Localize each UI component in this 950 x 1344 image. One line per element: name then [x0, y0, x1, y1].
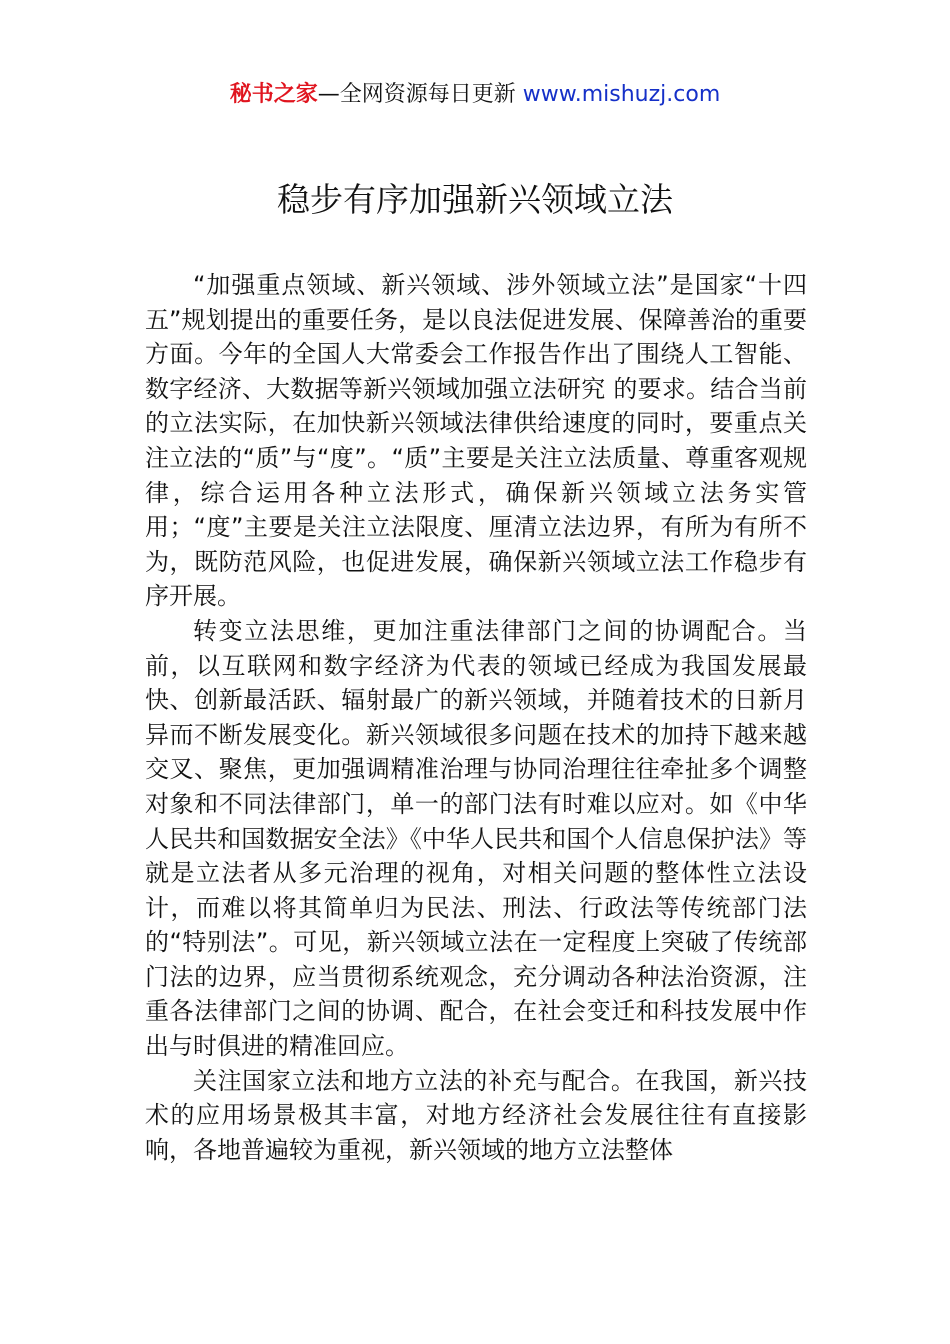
document-title: 稳步有序加强新兴领域立法	[277, 180, 673, 219]
site-brand: 秘书之家	[229, 82, 318, 107]
paragraph-2: 转变立法思维，更加注重法律部门之间的协调配合。当前，以互联网和数字经济为代表的领域已经成为我国发展最快、创新最活跃、辐射最广的新兴领域，并随着技术的日新月异而不断发展变化。新兴领域很多问题在技术的加持下越来越交叉、聚焦，更加强调精准治理与协同治理往往牵扯多个调整对象和不同法律部门，单一的部门法有时难以应对。如《中华人民共和国数据安全法》《中华人民共和国个人信息保护法》等就是立法者从多元治理的视角，对相关问题的整体性立法设计，而难以将其简单归为民法、刑法、行政法等传统部门法的“特别法”。可见，新兴领域立法在一定程度上突破了传统部门法的边界，应当贯彻系统观念，充分调动各种法治资源，注重各法律部门之间的协调、配合，在社会变迁和科技发展中作出与时俱进的精准回应。	[145, 616, 807, 1061]
site-url-link[interactable]: www.mishuzj.com	[522, 82, 721, 107]
site-tagline: —全网资源每日更新	[317, 82, 523, 107]
site-header	[0, 80, 950, 110]
paragraph-1: “加强重点领域、新兴领域、涉外领域立法”是国家“十四五”规划提出的重要任务，是以良法促进发展、保障善治的重要方面。今年的全国人大常委会工作报告作出了围绕人工智能、数字经济、大数据等新兴领域加强立法研究 的要求。结合当前的立法实际，在加快新兴领域法律供给速度的同时，要重点关注立法的“质”与“度”。“质”主要是关注立法质量、尊重客观规律，综合运用各种立法形式，确保新兴领域立法务实管用；“度”主要是关注立法限度、厘清立法边界，有所为有所不为，既防范风险，也促进发展，确保新兴领域立法工作稳步有序开展。	[145, 271, 807, 611]
document-body	[145, 268, 807, 1167]
paragraph-3: 关注国家立法和地方立法的补充与配合。在我国，新兴技术的应用场景极其丰富，对地方经济社会发展往往有直接影响，各地普遍较为重视，新兴领域的地方立法整体	[145, 1066, 807, 1164]
